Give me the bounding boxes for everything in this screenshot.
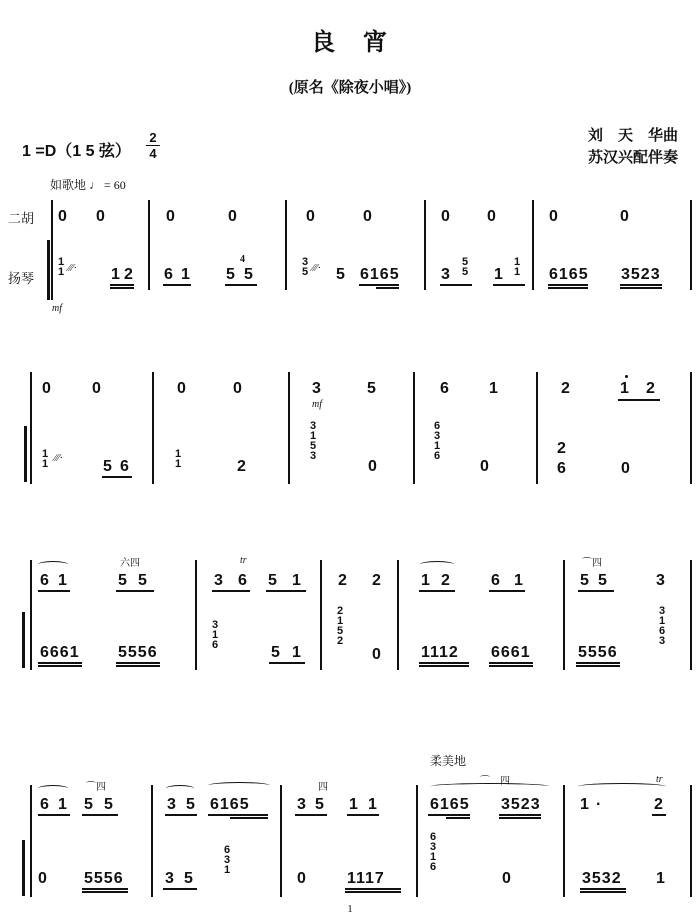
underline — [38, 662, 82, 664]
note: 1 — [111, 266, 120, 283]
note: 0 — [480, 458, 489, 475]
underline — [652, 814, 666, 816]
underline — [489, 590, 525, 592]
note: 1 — [514, 572, 523, 589]
ornament-mark: ⌒ 四 — [480, 776, 510, 787]
barline — [320, 560, 322, 670]
underline — [548, 287, 588, 289]
underline — [446, 817, 470, 819]
note: 2 — [124, 266, 133, 283]
note: 2 — [338, 572, 347, 589]
note: 6 — [40, 796, 49, 813]
slur — [38, 561, 68, 568]
note: 0 — [502, 870, 511, 887]
note: 0 — [58, 208, 67, 225]
note: 5 — [118, 572, 127, 589]
note: 0 — [549, 208, 558, 225]
slur — [578, 783, 666, 790]
arranger: 苏汉兴配伴奏 — [588, 150, 679, 166]
note: 0 — [306, 208, 315, 225]
note: 0 — [96, 208, 105, 225]
note: 1 — [580, 796, 589, 813]
quarter-note-icon: ♩ — [89, 178, 102, 192]
underline — [489, 662, 533, 664]
ornament-mark: ⌒四 — [582, 558, 602, 569]
underline — [359, 284, 399, 286]
grace-note: 4 — [240, 254, 245, 265]
barline — [397, 560, 399, 670]
underline — [499, 814, 541, 816]
underline — [208, 814, 268, 816]
note: 1 — [368, 796, 377, 813]
note: 5 — [226, 266, 235, 283]
dynamic-mf: mf — [312, 399, 322, 410]
trill-mark: tr — [656, 774, 663, 785]
barline — [690, 372, 692, 484]
tempo-mark — [50, 176, 126, 193]
note: 6 — [491, 572, 500, 589]
underline — [110, 287, 134, 289]
barline — [280, 785, 282, 897]
underline — [102, 476, 132, 478]
staff-bracket — [47, 240, 50, 300]
instrument-label-yangqin: 扬琴 — [8, 271, 35, 286]
staff-bracket — [22, 840, 25, 896]
note-group: 3532 — [582, 870, 622, 887]
note: 0 — [177, 380, 186, 397]
note: 0 — [166, 208, 175, 225]
note: 2 — [646, 380, 655, 397]
ornament-si: 四 — [130, 558, 140, 569]
note: 1 — [656, 870, 665, 887]
barline — [690, 560, 692, 670]
system-line — [30, 560, 32, 670]
note: 0 — [42, 380, 51, 397]
slur — [166, 785, 194, 792]
note-group: 3523 — [501, 796, 541, 813]
note: · — [596, 796, 602, 813]
underline — [499, 817, 541, 819]
tremolo-mark: ⁄⁄⁄· — [312, 262, 322, 274]
subtitle: (原名《除夜小唱》) — [288, 80, 412, 96]
note: 2 — [557, 440, 566, 457]
underline — [376, 287, 399, 289]
underline — [580, 891, 626, 893]
note: 1 — [620, 380, 629, 397]
underline — [38, 814, 70, 816]
chord: 1 1 — [514, 256, 521, 278]
underline — [493, 284, 525, 286]
underline — [230, 817, 268, 819]
slur — [38, 785, 68, 792]
note-group: 5556 — [118, 644, 158, 661]
note: 0 — [233, 380, 242, 397]
underline — [163, 888, 197, 890]
note: 5 — [244, 266, 253, 283]
note: 2 — [372, 572, 381, 589]
underline — [620, 287, 662, 289]
underline — [212, 590, 250, 592]
note: 0 — [620, 208, 629, 225]
barline — [416, 785, 418, 897]
note: 5 — [580, 572, 589, 589]
barline — [413, 372, 415, 484]
note: 5 — [336, 266, 345, 283]
note: 1 — [494, 266, 503, 283]
underline — [419, 590, 455, 592]
expression-mark: 柔美地 — [430, 754, 467, 768]
chord: 3 1 6 — [212, 619, 219, 651]
underline — [428, 814, 470, 816]
note: 1 — [181, 266, 190, 283]
note: 3 — [297, 796, 306, 813]
note: 0 — [228, 208, 237, 225]
note: 1 — [58, 572, 67, 589]
underline — [82, 814, 118, 816]
underline — [165, 814, 197, 816]
underline — [38, 590, 70, 592]
note: 5 — [367, 380, 376, 397]
ornament-mark — [120, 554, 140, 569]
note-group: 1117 — [347, 870, 385, 887]
page-number: 1 — [347, 903, 353, 915]
ornament-liu: 六 — [120, 558, 130, 569]
chord: 1 1 — [42, 448, 49, 470]
barline — [151, 785, 153, 897]
chord: 6 3 1 — [224, 844, 231, 876]
dynamic-mf: mf — [52, 303, 62, 314]
barline — [148, 200, 150, 290]
key-signature: 1 =D（1 5 弦） — [22, 143, 131, 160]
barline — [152, 372, 154, 484]
underline — [576, 662, 620, 664]
note-group: 6165 — [360, 266, 400, 283]
note: 0 — [92, 380, 101, 397]
page-title: 良 宵 — [311, 30, 389, 56]
barline — [690, 200, 692, 290]
note: 0 — [621, 460, 630, 477]
underline — [576, 665, 620, 667]
note: 1 — [292, 572, 301, 589]
note-group: 6661 — [40, 644, 80, 661]
system-line — [30, 372, 32, 484]
note: 5 — [268, 572, 277, 589]
barline — [532, 200, 534, 290]
underline — [266, 590, 306, 592]
note: 5 — [598, 572, 607, 589]
note: 3 — [656, 572, 665, 589]
note: 3 — [312, 380, 321, 397]
underline — [116, 590, 154, 592]
underline — [345, 891, 401, 893]
note: 6 — [440, 380, 449, 397]
barline — [424, 200, 426, 290]
underline — [347, 814, 379, 816]
ornament-mark: ⌒四 — [86, 782, 106, 793]
note: 5 — [271, 644, 280, 661]
tempo-text: 如歌地 — [50, 178, 87, 192]
note: 2 — [654, 796, 663, 813]
underline — [110, 284, 134, 286]
note: 6 — [120, 458, 129, 475]
chord: 1 1 — [58, 256, 65, 278]
ornament-si: 四 — [318, 782, 328, 793]
note-group: 5556 — [578, 644, 618, 661]
note: 0 — [368, 458, 377, 475]
underline — [489, 665, 533, 667]
note: 5 — [315, 796, 324, 813]
tremolo-mark: ⁄⁄⁄· — [68, 262, 78, 274]
chord: 5 5 — [462, 256, 469, 278]
slur — [420, 561, 454, 568]
high-dot — [625, 375, 628, 378]
system-line — [30, 785, 32, 897]
composer: 刘 天 华曲 — [588, 128, 679, 144]
time-signature — [146, 131, 160, 160]
underline — [548, 284, 588, 286]
chord: 3 1 6 3 — [659, 605, 666, 647]
system-line — [51, 200, 53, 300]
underline — [345, 888, 401, 890]
barline — [563, 785, 565, 897]
instrument-label-erhu: 二胡 — [8, 211, 35, 226]
underline — [116, 662, 160, 664]
note: 0 — [297, 870, 306, 887]
barline — [563, 560, 565, 670]
underline — [82, 888, 128, 890]
underline — [419, 665, 469, 667]
staff-bracket — [22, 612, 25, 668]
note: 6 — [557, 460, 566, 477]
note: 5 — [104, 796, 113, 813]
note: 5 — [84, 796, 93, 813]
barline — [285, 200, 287, 290]
time-signature-bottom: 4 — [149, 146, 157, 161]
chord: 3 5 — [302, 256, 309, 278]
note-group: 6661 — [491, 644, 531, 661]
note: 0 — [487, 208, 496, 225]
underline — [116, 665, 160, 667]
time-signature-top: 2 — [149, 130, 157, 145]
underline — [163, 284, 191, 286]
note: 0 — [441, 208, 450, 225]
note: 5 — [186, 796, 195, 813]
chord: 1 1 — [175, 448, 182, 470]
barline — [536, 372, 538, 484]
note-group: 6165 — [549, 266, 589, 283]
tremolo-mark: ⁄⁄⁄· — [54, 452, 64, 464]
note-group: 6165 — [210, 796, 250, 813]
note: 5 — [103, 458, 112, 475]
note: 1 — [292, 644, 301, 661]
note: 5 — [184, 870, 193, 887]
underline — [38, 665, 82, 667]
note: 5 — [138, 572, 147, 589]
barline — [288, 372, 290, 484]
chord: 2 1 5 2 — [337, 605, 344, 647]
note: 0 — [372, 646, 381, 663]
slur — [208, 782, 270, 789]
underline — [269, 662, 305, 664]
underline — [225, 284, 257, 286]
note: 2 — [441, 572, 450, 589]
underline — [580, 888, 626, 890]
barline — [690, 785, 692, 897]
note: 2 — [237, 458, 246, 475]
underline — [440, 284, 472, 286]
note: 6 — [164, 266, 173, 283]
note: 3 — [167, 796, 176, 813]
note: 2 — [561, 380, 570, 397]
chord: 6 3 1 6 — [434, 420, 441, 462]
note: 1 — [58, 796, 67, 813]
trill-mark: tr — [240, 555, 247, 566]
note: 1 — [421, 572, 430, 589]
note: 3 — [441, 266, 450, 283]
note: 3 — [214, 572, 223, 589]
note: 1 — [349, 796, 358, 813]
note: 0 — [38, 870, 47, 887]
note: 1 — [489, 380, 498, 397]
underline — [620, 284, 662, 286]
underline — [578, 590, 614, 592]
tempo-value: = 60 — [104, 178, 126, 192]
note: 0 — [363, 208, 372, 225]
underline — [419, 662, 469, 664]
note-group: 6165 — [430, 796, 470, 813]
note: 6 — [40, 572, 49, 589]
note: 6 — [238, 572, 247, 589]
underline — [618, 399, 660, 401]
barline — [195, 560, 197, 670]
staff-bracket — [24, 426, 27, 482]
chord: 6 3 1 6 — [430, 831, 437, 873]
note-group: 1112 — [421, 644, 459, 661]
chord: 3 1 5 3 — [310, 420, 317, 462]
note-group: 3523 — [621, 266, 661, 283]
note: 3 — [165, 870, 174, 887]
underline — [82, 891, 128, 893]
note-group: 5556 — [84, 870, 124, 887]
underline — [295, 814, 327, 816]
